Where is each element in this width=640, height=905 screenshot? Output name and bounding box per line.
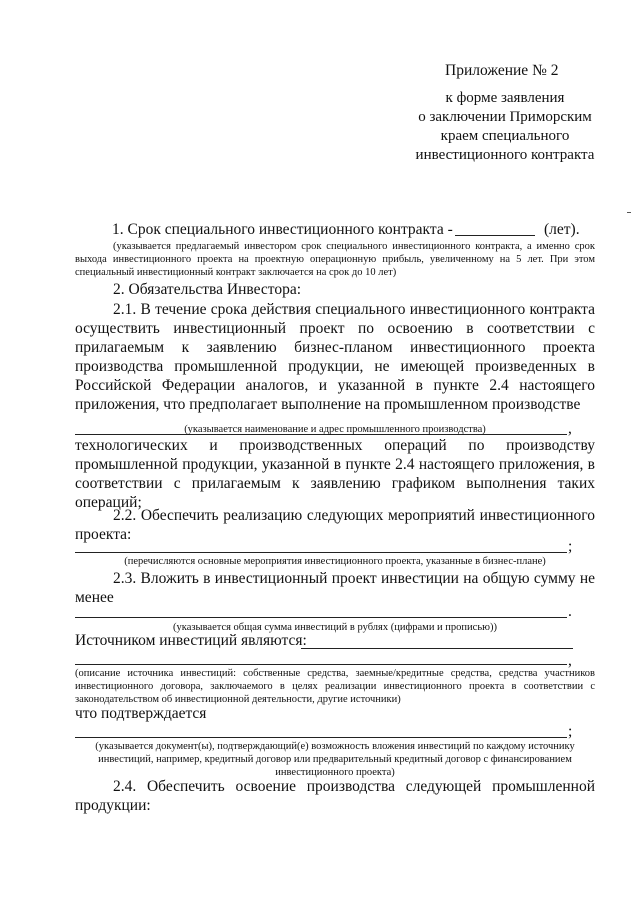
measures-end: ; xyxy=(568,538,573,555)
paragraph-2-4: 2.4. Обеспечить освоение производства следующей промышленной продукции: xyxy=(75,778,595,814)
confirm-note: (указывается документ(ы), подтверждающий(е) возможность вложения инвестиций по каждому источнику инвестиций, например, кредитный договор или предварительный кредитный договор с финансированием инвестиционного проекта) xyxy=(95,741,575,778)
scan-mark xyxy=(627,212,631,213)
sources-label: Источником инвестиций являются: xyxy=(75,632,307,649)
term-line xyxy=(112,221,453,239)
annex-line: инвестиционного контракта xyxy=(415,147,595,163)
production-note: (указывается наименование и адрес промышленного производства) xyxy=(184,424,486,435)
annex-line: о заключении Приморским xyxy=(418,109,592,125)
paragraph-2-1-cont: технологических и производственных операций по производству промышленной продукции, указанной в пункте 2.4 настоящего приложения, в соответствии с прилагаемым к заявлению графиком выполнения таких операций; xyxy=(75,437,595,511)
sources-blank-2[interactable] xyxy=(75,664,567,665)
production-end: , xyxy=(568,420,572,437)
amount-end: . xyxy=(568,603,572,620)
sources-blank-1[interactable] xyxy=(301,648,573,649)
confirm-end: ; xyxy=(568,723,573,740)
section-heading: 2. Обязательства Инвестора: xyxy=(113,281,302,298)
sources-end: , xyxy=(568,652,572,669)
paragraph-2-2: 2.2. Обеспечить реализацию следующих мероприятий инвестиционного проекта: xyxy=(75,507,595,543)
sources-note: (описание источника инвестиций: собственные средства, заемные/кредитные средства, средства участников инвестиционного договора, заключаемого в целях реализации инвестиционного проекта в соответствии с законодательством об инвестиционной деятельности, другие источники) xyxy=(75,668,595,705)
amount-note: (указывается общая сумма инвестиций в рублях (цифрами и прописью)) xyxy=(173,622,497,633)
term-note: (указывается предлагаемый инвестором срок специального инвестиционного контракта, а именно срок выхода инвестиционного проекта на проектную операционную прибыль, увеличенному на 5 лет. При этом специальный инвестиционный контракт заключается на срок до 10 лет) xyxy=(75,241,595,278)
amount-blank[interactable] xyxy=(75,617,567,618)
measures-blank[interactable] xyxy=(75,552,567,553)
term-unit: (лет). xyxy=(544,221,580,238)
confirm-label: что подтверждается xyxy=(75,705,207,722)
term-blank[interactable] xyxy=(455,235,535,236)
annex-line: к форме заявления xyxy=(445,90,565,106)
confirm-blank[interactable] xyxy=(75,737,567,738)
term-text: 1. Срок специального инвестиционного контракта - xyxy=(112,221,453,238)
annex-subtitle xyxy=(400,89,610,165)
paragraph-2-1: 2.1. В течение срока действия специального инвестиционного контракта осуществить инвестиционный проект по освоению в соответствии с прилагаемым к заявлению бизнес-планом инвестиционного проекта производства промышленной продукции, не имеющей произведенных в Российской Федерации аналогов, и указанной в пункте 2.4 настоящего приложения, что предполагает выполнение на промышленном производстве xyxy=(75,301,595,413)
annex-line: краем специального xyxy=(440,128,570,144)
annex-title: Приложение № 2 xyxy=(445,62,559,79)
paragraph-2-3: 2.3. Вложить в инвестиционный проект инвестиции на общую сумму не менее xyxy=(75,570,595,606)
measures-note: (перечисляются основные мероприятия инвестиционного проекта, указанные в бизнес-плане) xyxy=(124,556,546,567)
